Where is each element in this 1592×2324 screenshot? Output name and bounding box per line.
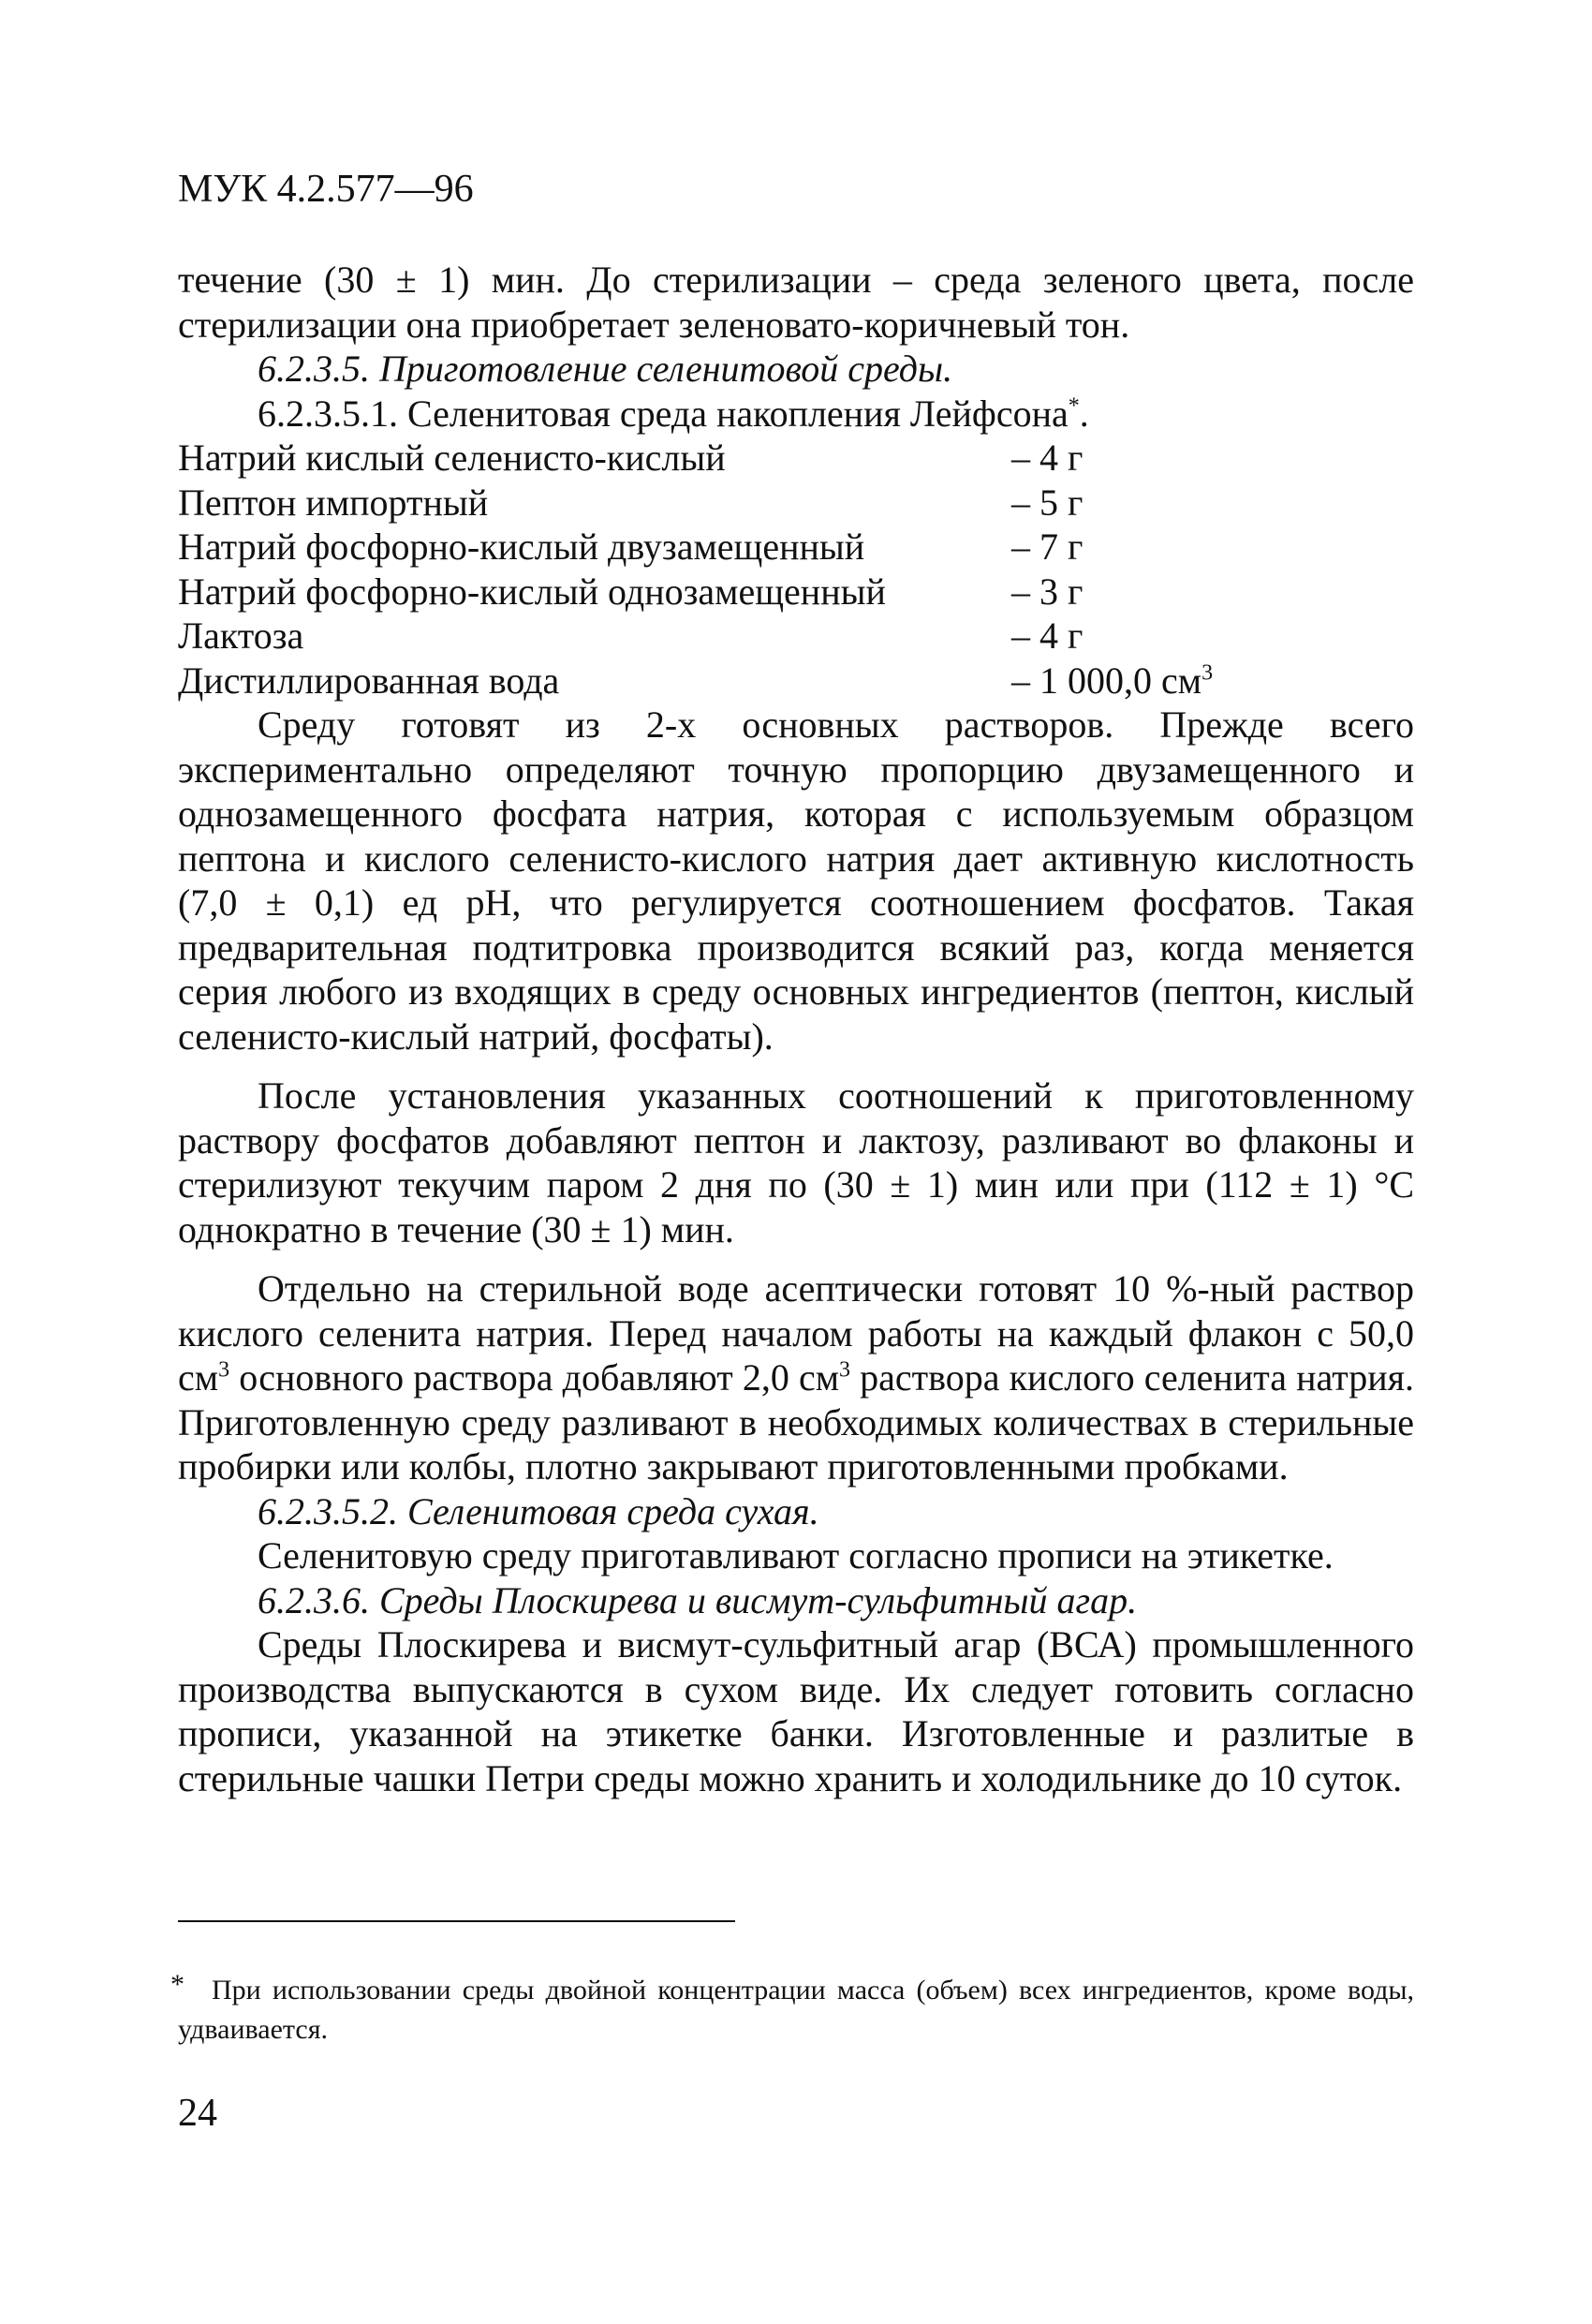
running-head: МУК 4.2.577—96 bbox=[178, 168, 474, 211]
ingredient-amount: – 4 г bbox=[1011, 437, 1083, 479]
paragraph-text: Отдельно на стерильной воде асептически готовят 10 %-ный раствор кислого селенита натрия. Перед началом работы на каждый флакон с 50,0 см bbox=[178, 1267, 1414, 1399]
ingredient-name: Дистиллированная вода bbox=[178, 659, 560, 702]
paragraph-text: раствора кислого селенита натрия. Приготовленную среду разливают в необходимых количествах в стерильные пробирки или колбы, плотно закрывают приготовленными пробками. bbox=[178, 1356, 1414, 1488]
ingredient-row bbox=[178, 481, 1213, 525]
subsection-heading: 6.2.3.5.2. Селенитовая среда сухая. bbox=[258, 1489, 819, 1532]
ingredient-row bbox=[178, 659, 1213, 703]
subsection-heading-text: 6.2.3.5.1. Селенитовая среда накопления Лейфсона bbox=[258, 392, 1069, 435]
footnote bbox=[170, 1969, 1414, 2050]
paragraph: После установления указанных соотношений к приготовленному раствору фосфатов добавляют пептон и лактозу, разливают во флаконы и стерилизуют текучим паром 2 дня по (30 ± 1) мин или при (112 ± 1) °С однократно в течение (30 ± 1) мин. bbox=[178, 1074, 1414, 1251]
section-heading: 6.2.3.5. Приготовление селенитовой среды. bbox=[258, 348, 953, 390]
paragraph: Селенитовую среду приготавливают согласно прописи на этикетке. bbox=[258, 1534, 1334, 1576]
page-number: 24 bbox=[178, 2092, 217, 2135]
ingredient-amount-value: – 1 000,0 см bbox=[1011, 659, 1202, 702]
ingredient-name: Пептон импортный bbox=[178, 481, 489, 524]
subsection-heading-period: . bbox=[1079, 392, 1089, 435]
footnote-text: При использовании среды двойной концентрации масса (объем) всех ингредиентов, кроме воды, удваивается. bbox=[178, 1975, 1414, 2045]
ingredient-row bbox=[178, 436, 1213, 481]
ingredient-amount: – 4 г bbox=[1011, 614, 1083, 657]
paragraph: Среды Плоскирева и висмут-сульфитный агар (ВСА) промышленного производства выпускаются в сухом виде. Их следует готовить согласно прописи, указанной на этикетке банки. Изготовленные и разлитые в стерильные чашки Петри среды можно хранить и холодильнике до 10 суток. bbox=[178, 1623, 1414, 1799]
paragraph: Среду готовят из 2-х основных растворов. Прежде всего экспериментально определяют точную пропорцию двузамещенного и однозамещенного фосфата натрия, которая с используемым образцом пептона и кислого селенисто-кислого натрия дает активную кислотность (7,0 ± 0,1) ед pH, что регулируется соотношением фосфатов. Такая предварительная подтитровка производится всякий раз, когда меняется серия любого из входящих в среду основных ингредиентов (пептон, кислый селенисто-кислый натрий, фосфаты). bbox=[178, 703, 1414, 1058]
ingredient-row bbox=[178, 570, 1213, 614]
paragraph: течение (30 ± 1) мин. До стерилизации – среда зеленого цвета, после стерилизации она приобретает зеленовато-коричневый тон. bbox=[178, 259, 1414, 346]
ingredients-table bbox=[178, 436, 1213, 703]
ingredient-amount: – 7 г bbox=[1011, 525, 1083, 568]
ingredient-amount: – 3 г bbox=[1011, 570, 1083, 613]
paragraph-text: основного раствора добавляют 2,0 см bbox=[229, 1356, 840, 1399]
unit-superscript: 3 bbox=[839, 1357, 851, 1383]
ingredient-name: Натрий фосфорно-кислый двузамещенный bbox=[178, 525, 865, 568]
ingredient-name: Натрий кислый селенисто-кислый bbox=[178, 437, 726, 479]
subsection-heading bbox=[178, 392, 1414, 437]
unit-superscript: 3 bbox=[218, 1357, 230, 1383]
document-body bbox=[178, 258, 1414, 1800]
footnote-mark: * bbox=[170, 1969, 184, 2000]
ingredient-name: Натрий фосфорно-кислый однозамещенный bbox=[178, 570, 886, 613]
footnote-reference: * bbox=[1068, 393, 1080, 419]
ingredient-amount: – 5 г bbox=[1011, 481, 1083, 524]
footnote-rule bbox=[178, 1920, 735, 1922]
unit-superscript: 3 bbox=[1201, 660, 1214, 686]
ingredient-amount bbox=[1011, 659, 1213, 703]
section-heading: 6.2.3.6. Среды Плоскирева и висмут-сульфитный агар. bbox=[258, 1578, 1138, 1621]
ingredient-row bbox=[178, 614, 1213, 659]
ingredient-row bbox=[178, 525, 1213, 570]
paragraph bbox=[178, 1266, 1414, 1489]
ingredient-name: Лактоза bbox=[178, 614, 304, 657]
